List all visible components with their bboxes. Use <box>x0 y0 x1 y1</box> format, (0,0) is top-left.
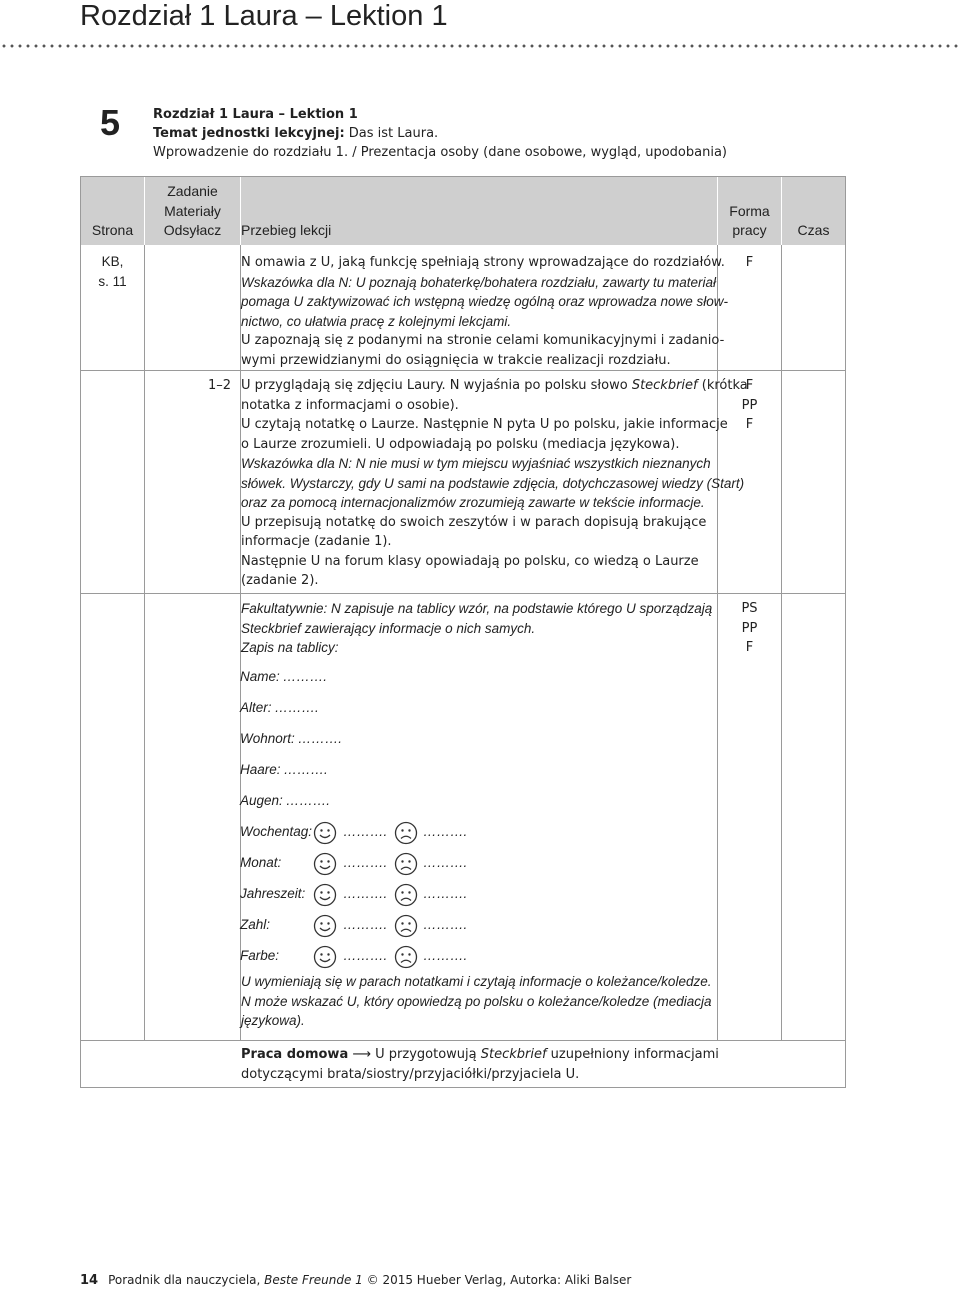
board-field-row <box>240 886 305 901</box>
board-field-label: Monat: <box>240 855 282 870</box>
sad-face-icon <box>394 914 418 938</box>
row2-forma <box>718 376 781 435</box>
row1-strona-page: s. 11 <box>98 273 127 289</box>
board-field-row <box>240 917 270 932</box>
row2-steckbrief: Steckbrief <box>631 378 698 393</box>
happy-face-icon <box>313 852 337 876</box>
board-field-label: Augen: <box>240 793 283 808</box>
board-field-row <box>240 824 312 839</box>
row4-text: uzupełniony informacjami <box>546 1047 719 1062</box>
lesson-chapter: Rozdział 1 Laura – Lektion 1 <box>153 107 358 122</box>
sad-face-icon <box>394 945 418 969</box>
row2-line: U przepisują notatkę do swoich zeszytów i w parach dopisują brakujące <box>241 514 707 530</box>
row2-line: Wskazówka dla N: N nie musi w tym miejscu wyjaśniać wszystkich nieznanych <box>241 456 711 471</box>
board-field-row <box>240 793 330 808</box>
row2-line: U czytają notatkę o Laurze. Następnie N pyta U po polsku, jakie informacje <box>241 417 728 432</box>
lesson-topic-label: Temat jednostki lekcyjnej: <box>153 126 345 141</box>
row2-line: oraz za pomocą internacjonalizmów zrozumieją zawarte w tekście informacje. <box>241 495 705 510</box>
footer-book-title: Beste Freunde 1 <box>264 1273 363 1287</box>
happy-face-icon <box>313 883 337 907</box>
board-field-dots: ………. <box>343 917 388 932</box>
footer <box>80 1273 631 1288</box>
row1-forma: F <box>745 255 754 270</box>
row3-forma-item: PS <box>741 601 758 616</box>
row2-zadanie: 1–2 <box>207 378 231 393</box>
board-field-dots: ………. <box>297 731 343 746</box>
row3-przebieg <box>241 599 712 658</box>
lesson-topic <box>153 124 727 143</box>
board-field-label: Wohnort: <box>240 731 295 746</box>
header-zadanie: Zadanie <box>167 183 218 199</box>
row3-line: N może wskazać U, który opowiedzą po polsku o koleżance/koledze (mediacja <box>241 993 712 1009</box>
board-field-row <box>240 700 319 715</box>
board-field-label: Name: <box>240 669 280 684</box>
row4-line <box>241 1045 719 1065</box>
board-field-row <box>240 731 342 746</box>
board-field-dots: ………. <box>423 917 468 932</box>
lesson-intro: Wprowadzenie do rozdziału 1. / Prezentacja osoby (dane osobowe, wygląd, upodobania) <box>153 145 727 160</box>
lesson-info <box>153 105 727 162</box>
sad-face-icon <box>394 852 418 876</box>
row1-line: N omawia z U, jaką funkcję spełniają strony wprowadzające do rozdziałów. <box>241 255 725 270</box>
row2-text: (krótka <box>697 378 748 393</box>
row3-line: Zapis na tablicy: <box>241 640 339 655</box>
row4-text: U przygotowują <box>371 1047 481 1062</box>
row3-forma-item: F <box>745 640 754 655</box>
row2-forma-item: F <box>745 417 754 432</box>
row-separator <box>81 593 845 594</box>
column-divider <box>781 245 782 1040</box>
board-field-row <box>240 948 279 963</box>
happy-face-icon <box>313 945 337 969</box>
row2-text: U przyglądają się zdjęciu Laury. N wyjaśnia po polsku słowo <box>241 378 632 393</box>
row1-line: nictwo, co ułatwia pracę z kolejnymi lekcjami. <box>241 313 512 329</box>
row4-line: dotyczącymi brata/siostry/przyjaciółki/przyjaciela U. <box>241 1066 580 1082</box>
header-strona: Strona <box>91 222 134 238</box>
footer-text: © 2015 Hueber Verlag, Autorka: Aliki Balser <box>362 1273 632 1287</box>
board-field-dots: ………. <box>423 886 468 901</box>
row2-forma-item: F <box>745 378 754 393</box>
page-title: Rozdział 1 Laura – Lektion 1 <box>80 0 448 32</box>
row2-line: informacje (zadanie 1). <box>241 534 392 549</box>
row2-line: (zadanie 2). <box>241 573 319 588</box>
board-field-row <box>240 669 327 684</box>
page-number: 14 <box>80 1273 99 1288</box>
lesson-topic-value: Das ist Laura. <box>344 126 439 141</box>
row2-line: słówek. Wystarczy, gdy U sami na podstawie zdjęcia, dotychczasowej wiedzy (Start) <box>241 475 745 491</box>
table-header <box>81 177 845 245</box>
happy-face-icon <box>313 821 337 845</box>
row1-strona-kb: KB, <box>101 254 124 269</box>
board-field-dots: ………. <box>343 886 388 901</box>
footer-text: Poradnik dla nauczyciela, <box>108 1273 265 1287</box>
board-field-dots: ………. <box>423 855 468 870</box>
header-przebieg: Przebieg lekcji <box>241 222 332 238</box>
row2-line: Następnie U na forum klasy opowiadają po polsku, co wiedzą o Laurze <box>241 553 699 569</box>
board-field-dots: ………. <box>282 669 328 684</box>
row2-forma-item: PP <box>741 397 758 413</box>
board-field-label: Alter: <box>240 700 272 715</box>
header-czas: Czas <box>797 222 830 238</box>
board-field-dots: ………. <box>274 700 319 715</box>
header-materialy: Materiały <box>164 203 221 219</box>
row2-przebieg <box>241 376 748 591</box>
row4-homework <box>241 1045 719 1084</box>
dotted-divider <box>0 43 960 49</box>
header-forma: Forma <box>729 203 770 219</box>
row-separator <box>81 370 845 371</box>
board-field-dots: ………. <box>423 824 468 839</box>
row1-przebieg <box>241 253 728 370</box>
board-field-label: Haare: <box>240 762 281 777</box>
row3-line: U wymieniają się w parach notatkami i czytają informacje o koleżance/koledze. <box>241 974 712 989</box>
board-field-dots: ………. <box>283 762 328 777</box>
sad-face-icon <box>394 883 418 907</box>
row2-line: o Laurze zrozumieli. U odpowiadają po polsku (mediacja językowa). <box>241 436 680 452</box>
board-field-dots: ………. <box>343 855 388 870</box>
arrow-right-icon: ⟶ <box>352 1047 371 1062</box>
lesson-number: 5 <box>100 102 121 143</box>
row1-strona <box>81 252 144 291</box>
row2-line <box>241 376 748 396</box>
row3-forma <box>718 599 781 658</box>
column-divider <box>144 245 145 1040</box>
row-separator <box>81 1040 845 1041</box>
row3-line: Steckbrief zawierający informacje o nich samych. <box>241 620 536 636</box>
homework-label: Praca domowa <box>241 1047 349 1062</box>
board-field-row <box>240 762 328 777</box>
board-field-dots: ………. <box>343 948 388 963</box>
row1-line: U zapoznają się z podanymi na stronie celami komunikacyjnymi i zadanio- <box>241 333 725 348</box>
happy-face-icon <box>313 914 337 938</box>
header-pracy: pracy <box>732 222 767 238</box>
sad-face-icon <box>394 821 418 845</box>
row3-line: językowa). <box>241 1013 305 1028</box>
row4-steckbrief: Steckbrief <box>480 1047 547 1062</box>
board-field-dots: ………. <box>285 793 331 808</box>
row3-end <box>241 972 711 1031</box>
row1-line: Wskazówka dla N: U poznają bohaterkę/bohatera rozdziału, zawarty tu materiał <box>241 274 716 290</box>
board-field-label: Farbe: <box>240 948 280 963</box>
row3-line: Fakultatywnie: N zapisuje na tablicy wzór, na podstawie którego U sporządzają <box>241 601 713 616</box>
row3-forma-item: PP <box>741 620 758 636</box>
row1-line: wymi przewidzianymi do osiągnięcia w trakcie realizacji rozdziału. <box>241 352 671 368</box>
row1-line: pomaga U zaktywizować ich wstępną wiedzę ogólną oraz wprowadza nowe słow- <box>241 294 728 309</box>
board-field-dots: ………. <box>423 948 468 963</box>
board-field-label: Zahl: <box>240 917 271 932</box>
board-field-label: Jahreszeit: <box>240 886 306 901</box>
board-field-dots: ………. <box>343 824 388 839</box>
header-odsylacz: Odsyłacz <box>163 222 222 238</box>
board-field-label: Wochentag: <box>240 824 313 839</box>
row2-line: notatka z informacjami o osobie). <box>241 397 459 413</box>
board-field-row <box>240 855 281 870</box>
